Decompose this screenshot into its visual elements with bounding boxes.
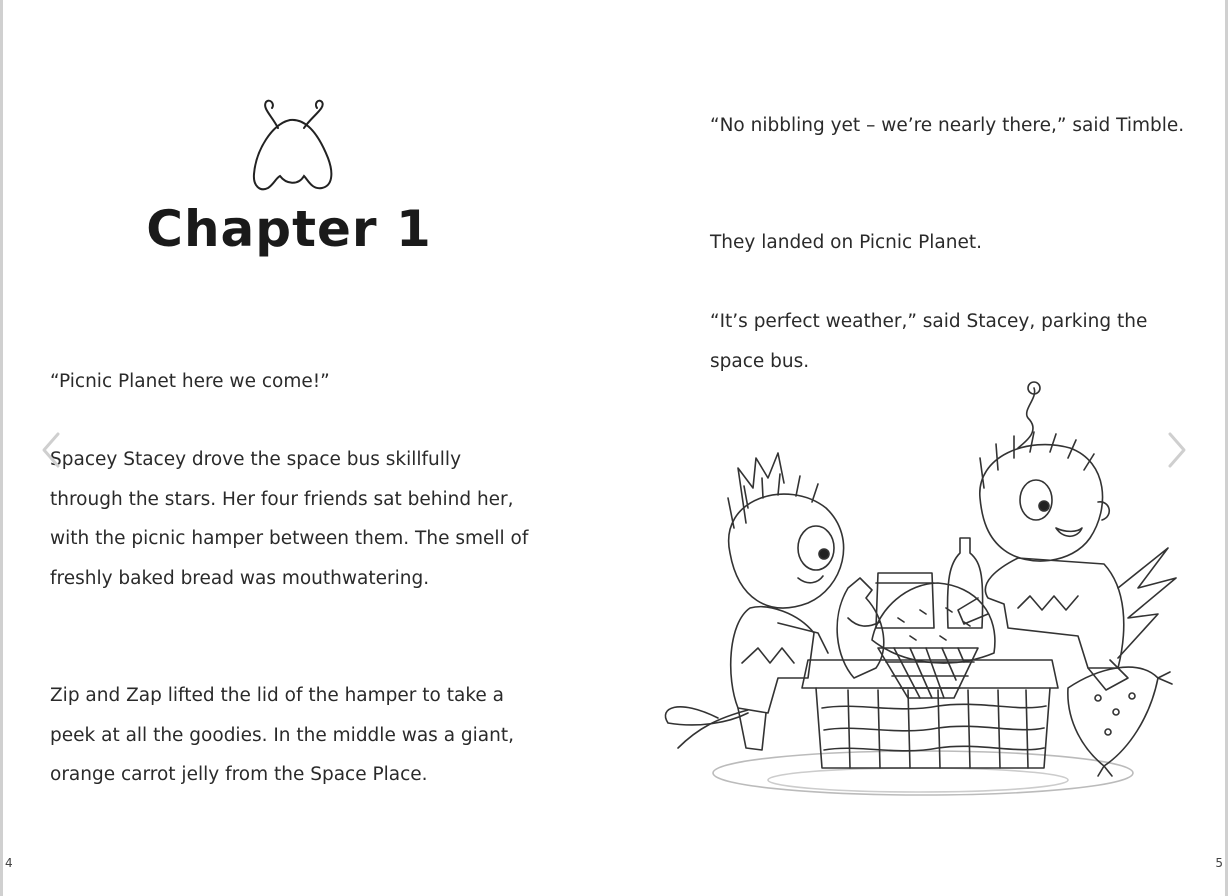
chapter-title: Chapter 1 bbox=[146, 200, 432, 258]
page-number-left: 4 bbox=[5, 856, 13, 870]
left-page bbox=[4, 0, 614, 896]
paragraph: “It’s perfect weather,” said Stacey, parking the space bus. bbox=[710, 311, 1148, 372]
bug-icon bbox=[242, 94, 352, 204]
paragraph: “Picnic Planet here we come!” bbox=[50, 371, 330, 392]
chevron-left-icon[interactable] bbox=[38, 430, 66, 470]
paragraph: Spacey Stacey drove the space bus skillfully through the stars. Her four friends sat behind her, with the picnic hamper between them. The smell of freshly baked bread was mouthwatering. bbox=[50, 449, 529, 589]
paragraph: Zip and Zap lifted the lid of the hamper to take a peek at all the goodies. In the middle was a giant, orange carrot jelly from the Space Place. bbox=[50, 685, 514, 785]
left-page-edge bbox=[0, 0, 3, 896]
page-number-right: 5 bbox=[1215, 856, 1223, 870]
picnic-illustration bbox=[658, 378, 1188, 808]
paragraph: They landed on Picnic Planet. bbox=[710, 232, 982, 253]
paragraph: “No nibbling yet – we’re nearly there,” said Timble. bbox=[710, 115, 1185, 136]
right-page bbox=[614, 0, 1224, 896]
chevron-right-icon[interactable] bbox=[1162, 430, 1190, 470]
